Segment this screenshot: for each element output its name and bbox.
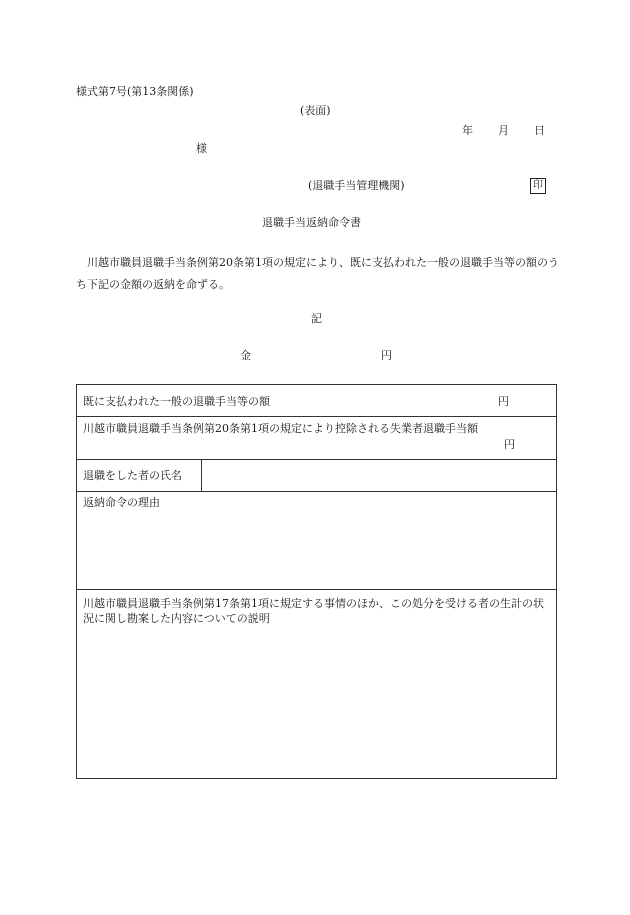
explanation-label: 川越市職員退職手当条例第17条第1項に規定する事情のほか、この処分を受ける者の生計の状況に関し勘案した内容についての説明 (83, 597, 544, 625)
table-row-reason (77, 492, 556, 590)
date-year: 年 (462, 124, 473, 137)
name-column-divider (201, 460, 202, 491)
table-row-explanation (77, 590, 556, 778)
details-table (76, 384, 557, 779)
deduction-label: 川越市職員退職手当条例第20条第1項の規定により控除される失業者退職手当額 (83, 422, 478, 435)
date-day: 日 (534, 124, 545, 137)
document-title: 退職手当返納命令書 (262, 216, 361, 229)
table-row-paid-amount (77, 385, 556, 417)
amount-unit: 円 (381, 349, 392, 362)
return-reason-label: 返納命令の理由 (83, 496, 160, 509)
face-label: (表面) (300, 104, 331, 117)
amount-prefix: 金 (240, 349, 251, 362)
date-month: 月 (498, 124, 509, 137)
paid-amount-label: 既に支払われた一般の退職手当等の額 (83, 395, 270, 408)
ki-label: 記 (311, 312, 322, 325)
seal-mark: 印 (530, 178, 546, 194)
body-paragraph: 川越市職員退職手当条例第20条第1項の規定により、既に支払われた一般の退職手当等の額のうち下記の金額の返納を命ずる。 (76, 256, 559, 291)
table-row-deduction (77, 417, 556, 460)
deduction-unit: 円 (504, 438, 515, 451)
retiree-name-label: 退職をした者の氏名 (83, 469, 182, 482)
issuer-label: (退職手当管理機関) (308, 179, 405, 192)
table-row-name (77, 460, 556, 492)
addressee-suffix: 様 (196, 142, 207, 155)
form-number: 様式第7号(第13条関係) (76, 85, 194, 98)
paid-amount-unit: 円 (498, 395, 509, 408)
